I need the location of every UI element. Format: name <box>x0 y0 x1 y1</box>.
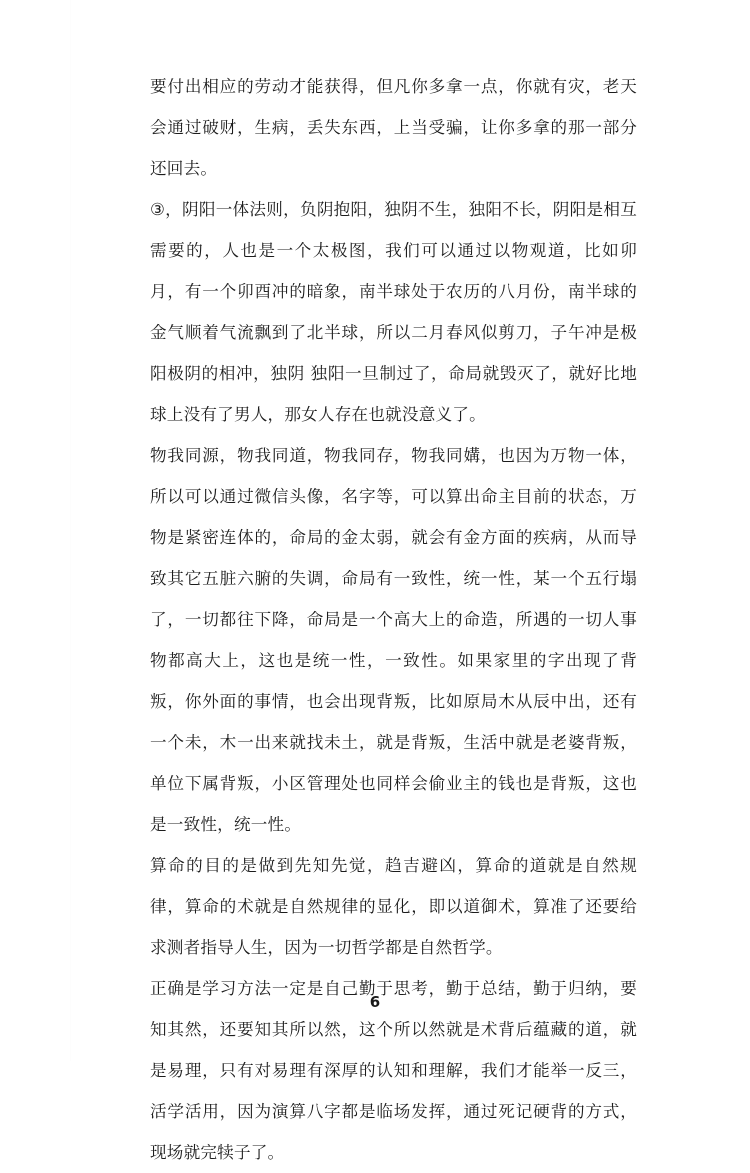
paragraph: 物我同源，物我同道，物我同存，物我同媾，也因为万物一体，所以可以通过微信头像，名字等，可以算出命主目前的状态，万物是紧密连体的，命局的金太弱，就会有金方面的疾病，从而导致其它五脏六腑的失调，命局有一致性，统一性，某一个五行塌了，一切都往下降，命局是一个高大上的命造，所遇的一切人事物都高大上，这也是统一性，一致性。如果家里的字出现了背叛，你外面的事情，也会出现背叛，比如原局木从辰中出，还有一个未，木一出来就找未土，就是背叛，生活中就是老婆背叛，单位下属背叛，小区管理处也同样会偷业主的钱也是背叛，这也是一致性，统一性。 <box>150 446 637 834</box>
paragraph: 正确是学习方法一定是自己勤于思考，勤于总结，勤于归纳，要知其然，还要知其所以然，这个所以然就是术背后蕴藏的道，就是易理，只有对易理有深厚的认知和理解，我们才能举一反三，活学活用，因为演算八字都是临场发挥，通过死记硬背的方式，现场就完犊子了。 <box>150 979 637 1162</box>
scan-edge <box>70 0 71 1061</box>
page-number: 6 <box>369 993 381 1011</box>
paragraph: 算命的目的是做到先知先觉，趋吉避凶，算命的道就是自然规律，算命的术就是自然规律的显化，即以道御术，算准了还要给求测者指导人生，因为一切哲学都是自然哲学。 <box>150 856 637 957</box>
paragraph: 要付出相应的劳动才能获得，但凡你多拿一点，你就有灾，老天会通过破财，生病，丢失东西，上当受骗，让你多拿的那一部分还回去。 <box>150 77 637 178</box>
paragraph: ③，阴阳一体法则，负阴抱阳，独阴不生，独阳不长，阴阳是相互需要的，人也是一个太极图，我们可以通过以物观道，比如卯月，有一个卯酉冲的暗象，南半球处于农历的八月份，南半球的金气顺着气流飘到了北半球，所以二月春风似剪刀，子午冲是极阳极阴的相冲，独阴 独阳一旦制过了，命局就毁灭了，就好比地球上没有了男人，那女人存在也就没意义了。 <box>150 200 637 424</box>
